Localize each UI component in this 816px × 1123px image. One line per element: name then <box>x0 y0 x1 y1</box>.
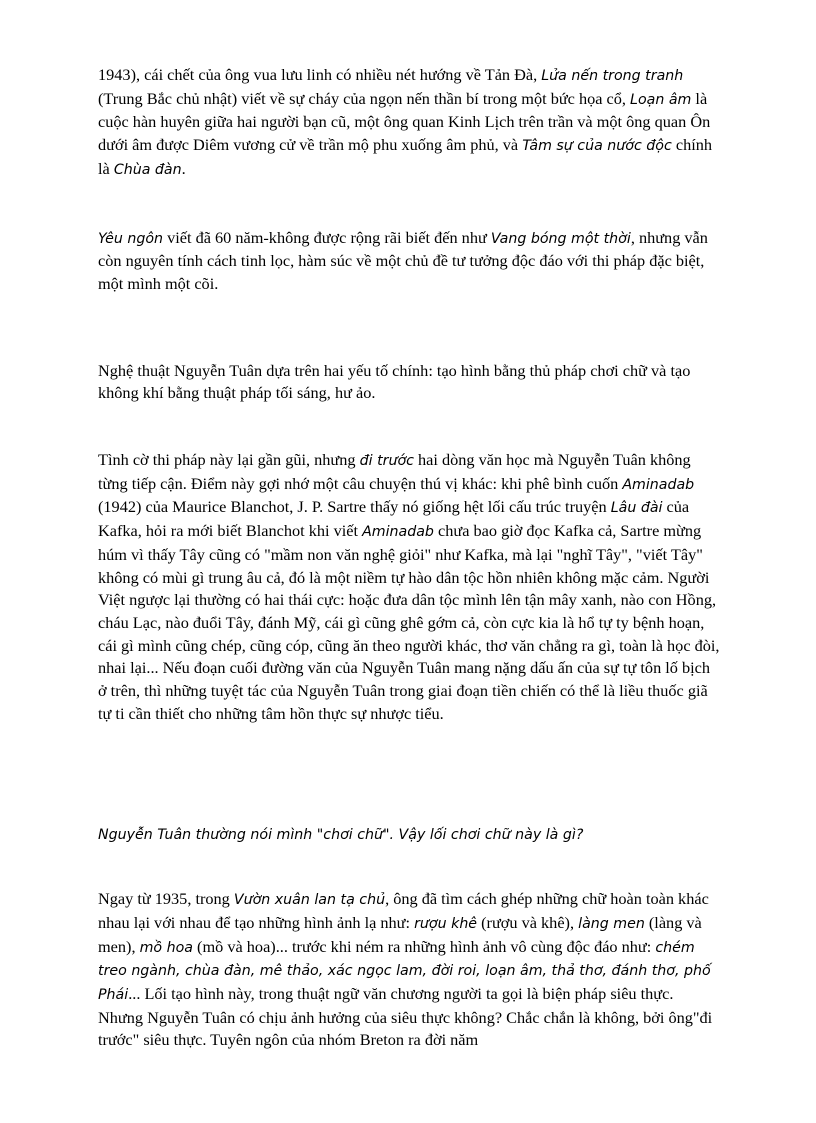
text-run: , ông đã tìm cách ghép những chữ hoàn toàn khác nhau lại với nhau để tạo những hình ảnh lạ như: <box>98 889 709 932</box>
text-run: của Kafka, hỏi ra mới biết Blanchot khi viết <box>98 497 690 541</box>
italic-text-run: mồ hoa <box>139 939 193 956</box>
italic-text-run: Vườn xuân lan tạ chủ <box>233 892 386 909</box>
paragraph <box>98 64 720 182</box>
text-run: Ngay từ 1935, trong <box>98 889 234 909</box>
paragraph <box>98 227 720 296</box>
paragraph <box>98 823 720 847</box>
text-run: hai dòng văn học mà Nguyễn Tuân không từng tiếp cận. Điểm này gợi nhớ một câu chuyện thú vị khác: khi phê bình cuốn <box>98 450 691 493</box>
text-run: (1942) của Maurice Blanchot, J. P. Sartre thấy nó giống hệt lối cấu trúc truyện <box>98 497 611 517</box>
text-run: , nhưng vẫn còn nguyên tính cách tinh lọc, hàm súc về một chủ đề tư tưởng độc đáo với thi pháp đặc biệt, một mình một cõi. <box>98 227 708 293</box>
italic-text-run: Nguyễn Tuân thường nói mình "chơi chữ". Vậy lối chơi chữ này là gì? <box>98 827 584 844</box>
text-run: (mồ và hoa)... trước khi ném ra những hình ảnh vô cùng độc đáo như: <box>192 936 656 956</box>
paragraph <box>98 449 720 725</box>
text-run: 1943), cái chết của ông vua lưu linh có nhiều nét hướng về Tản Đà, <box>98 65 542 84</box>
text-run: viết đã 60 năm-không được rộng rãi biết đến như <box>163 227 491 247</box>
italic-text-run: làng men <box>578 915 645 932</box>
text-run: là cuộc hàn huyên giữa hai người bạn cũ, một ông quan Kinh Lịch trên trần và một ông quan Ôn dưới âm được Diêm vương cử về trần mộ phu xuống âm phủ, và <box>98 88 711 155</box>
document-page <box>98 64 720 1052</box>
text-run: (Trung Bắc chủ nhật) viết về sự cháy của ngọn nến thần bí trong một bức họa cổ, <box>98 88 631 108</box>
text-run: . <box>181 158 186 178</box>
italic-text-run: Yêu ngôn <box>98 230 164 247</box>
text-run: Tình cờ thi pháp này lại gần gũi, nhưng <box>98 450 360 470</box>
italic-text-run: Chùa đàn <box>113 161 182 178</box>
italic-text-run: Loạn âm <box>630 91 692 108</box>
italic-text-run: Lửa nến trong tranh <box>541 68 684 84</box>
text-run: chính là <box>98 135 713 178</box>
text-run: (rượu và khê), <box>477 912 579 932</box>
text-run: chưa bao giờ đọc Kafka cả, Sartre mừng húm vì thấy Tây cũng có "mầm non văn nghệ giỏi" như Kafka, mà lại "nghĩ Tây", "viết Tây" không có mùi gì trung âu cả, đó là một niềm tự hào dân tộc hồn nhiên không mặc cảm. Người Việt ngược lại thường có hai thái cực: hoặc đưa dân tộc mình lên tận mây xanh, nào con Hồng, cháu Lạc, nào đuổi Tây, đánh Mỹ, cái gì cũng ghê gớm cả, còn cực kia là hổ tự ty bệnh hoạn, cái gì mình cũng chép, cũng cóp, cũng ăn theo người khác, thơ văn chẳng ra gì, toàn là học đòi, nhai lại... Nếu đoạn cuối đường văn của Nguyễn Tuân mang nặng dấu ấn của sự tự tôn lố bịch ở trên, thì những tuyệt tác của Nguyễn Tuân trong giai đoạn tiền chiến có thể là liều thuốc giã tự ti cần thiết cho những tâm hồn thực sự nhược tiểu. <box>98 521 720 723</box>
paragraph <box>98 888 720 1007</box>
text-run: Nhưng Nguyễn Tuân có chịu ảnh hưởng của siêu thực không? Chắc chắn là không, bởi ông"đi trước" siêu thực. Tuyên ngôn của nhóm Breton ra đời năm <box>98 1007 713 1050</box>
italic-text-run: Aminadab <box>362 524 434 541</box>
italic-text-run: Aminadab <box>622 476 695 493</box>
italic-text-run: chém treo ngành, chùa đàn, mê thảo, xác ngọc lam, đời roi, loạn âm, thả thơ, đánh thơ, phố Phái <box>98 939 711 1003</box>
italic-text-run: Vang bóng một thời <box>490 230 631 247</box>
italic-text-run: rượu khê <box>414 915 478 932</box>
italic-text-run: Lâu đài <box>610 500 663 517</box>
paragraph <box>98 1007 720 1052</box>
text-run: Nghệ thuật Nguyễn Tuân dựa trên hai yếu tố chính: tạo hình bằng thủ pháp chơi chữ và tạo không khí bằng thuật pháp tối sáng, hư ảo. <box>98 360 691 403</box>
text-run: ... Lối tạo hình này, trong thuật ngữ văn chương người ta gọi là biện pháp siêu thực. <box>128 983 674 1003</box>
italic-text-run: Tâm sự của nước độc <box>522 138 672 155</box>
paragraph <box>98 360 720 405</box>
italic-text-run: đi trước <box>359 453 414 470</box>
text-run: (làng và men), <box>98 912 702 956</box>
